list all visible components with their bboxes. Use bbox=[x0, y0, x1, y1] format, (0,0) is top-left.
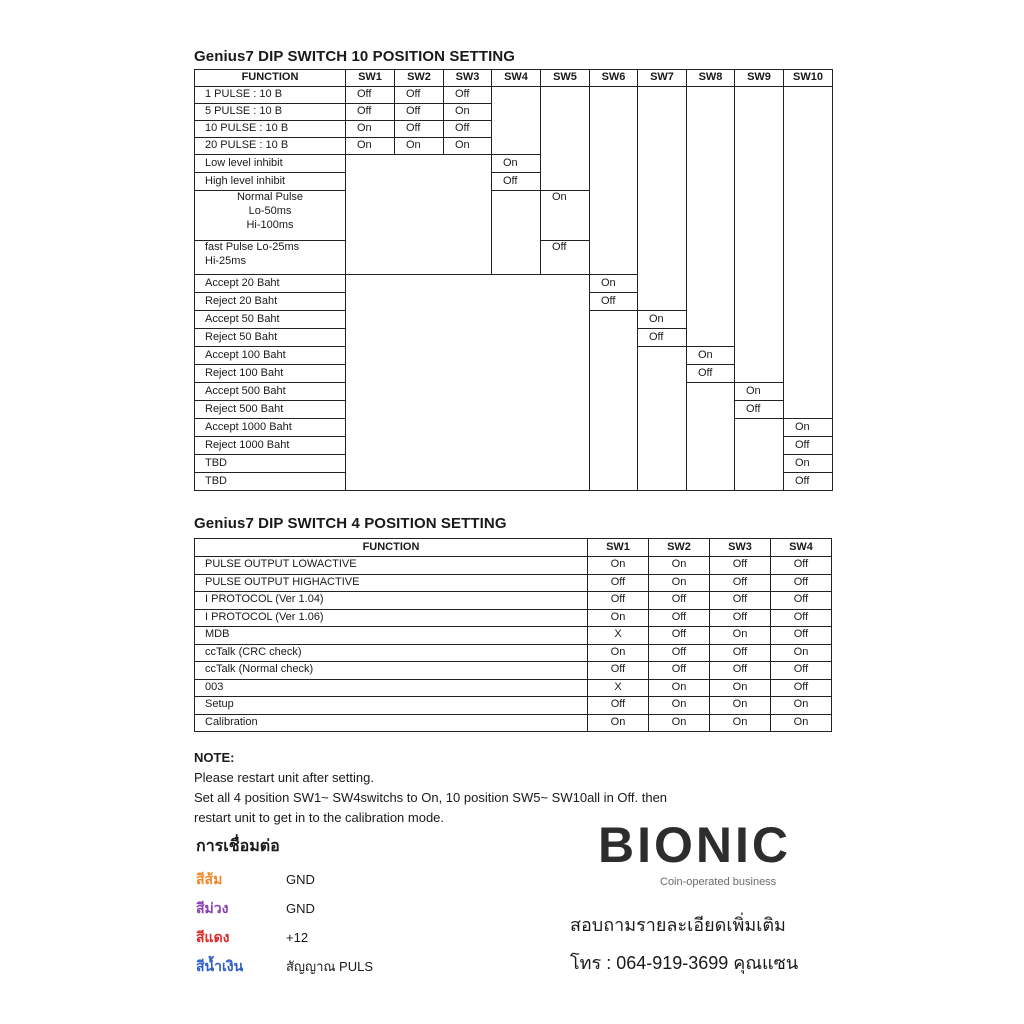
row-sw1: X bbox=[588, 627, 649, 645]
row-sw5: Off bbox=[541, 241, 590, 275]
row-sw4: Off bbox=[771, 592, 832, 610]
row-sw9: On bbox=[735, 383, 784, 401]
row-function: Reject 500 Baht bbox=[195, 401, 346, 419]
header-sw4: SW4 bbox=[492, 70, 541, 87]
row-sw4: Off bbox=[771, 679, 832, 697]
row-sw8: Off bbox=[687, 365, 735, 383]
row-sw10: On bbox=[784, 419, 833, 437]
table-row bbox=[195, 627, 832, 645]
row-sw10: Off bbox=[784, 473, 833, 491]
row-sw4: On bbox=[771, 644, 832, 662]
wiring-title: การเชื่อมต่อ bbox=[196, 838, 280, 855]
table-row bbox=[195, 592, 832, 610]
table-row bbox=[195, 679, 832, 697]
bionic-logo bbox=[598, 817, 791, 892]
row-sw1: On bbox=[346, 121, 395, 138]
header-sw3: SW3 bbox=[444, 70, 492, 87]
row-function: 5 PULSE : 10 B bbox=[195, 104, 346, 121]
row-function: High level inhibit bbox=[195, 173, 346, 191]
dip-switch-10-table bbox=[194, 69, 833, 491]
header-sw1: SW1 bbox=[346, 70, 395, 87]
table-row bbox=[195, 697, 832, 715]
row-sw4: Off bbox=[771, 662, 832, 680]
table-row bbox=[195, 87, 833, 104]
row-sw3: On bbox=[710, 627, 771, 645]
row-sw3: Off bbox=[710, 592, 771, 610]
wire-row bbox=[196, 923, 373, 952]
row-sw4: On bbox=[492, 155, 541, 173]
row-sw4: Off bbox=[771, 574, 832, 592]
header-sw3: SW3 bbox=[710, 539, 771, 557]
blank-cell bbox=[687, 87, 735, 347]
row-function: ccTalk (CRC check) bbox=[195, 644, 588, 662]
row-sw2: On bbox=[649, 697, 710, 715]
row-sw3: Off bbox=[710, 574, 771, 592]
row-function: Accept 50 Baht bbox=[195, 311, 346, 329]
row-sw6: Off bbox=[590, 293, 638, 311]
row-sw1: On bbox=[588, 714, 649, 732]
row-sw3: On bbox=[710, 714, 771, 732]
header-sw10: SW10 bbox=[784, 70, 833, 87]
wire-color-label: สีส้ม bbox=[196, 870, 223, 887]
row-sw3: On bbox=[444, 138, 492, 155]
table4-title: Genius7 DIP SWITCH 4 POSITION SETTING bbox=[194, 515, 507, 532]
row-sw1: X bbox=[588, 679, 649, 697]
row-function: PULSE OUTPUT HIGHACTIVE bbox=[195, 574, 588, 592]
row-function: Reject 50 Baht bbox=[195, 329, 346, 347]
blank-cell bbox=[346, 275, 590, 491]
header-sw1: SW1 bbox=[588, 539, 649, 557]
row-sw3: On bbox=[710, 697, 771, 715]
row-sw2: On bbox=[649, 557, 710, 575]
row-sw3: Off bbox=[710, 557, 771, 575]
blank-cell bbox=[687, 383, 735, 491]
row-function: Setup bbox=[195, 697, 588, 715]
row-sw4: Off bbox=[771, 627, 832, 645]
blank-cell bbox=[492, 87, 541, 155]
row-sw8: On bbox=[687, 347, 735, 365]
row-function: TBD bbox=[195, 473, 346, 491]
blank-cell bbox=[784, 87, 833, 419]
header-sw6: SW6 bbox=[590, 70, 638, 87]
row-function: I PROTOCOL (Ver 1.06) bbox=[195, 609, 588, 627]
row-function: TBD bbox=[195, 455, 346, 473]
row-function: ccTalk (Normal check) bbox=[195, 662, 588, 680]
row-sw4: Off bbox=[771, 609, 832, 627]
wire-row bbox=[196, 865, 373, 894]
wire-color-label: สีม่วง bbox=[196, 899, 229, 916]
wire-row bbox=[196, 952, 373, 981]
row-sw4: On bbox=[771, 697, 832, 715]
row-function: Reject 100 Baht bbox=[195, 365, 346, 383]
row-sw4: Off bbox=[771, 557, 832, 575]
row-sw1: Off bbox=[346, 104, 395, 121]
row-function: 10 PULSE : 10 B bbox=[195, 121, 346, 138]
table-row bbox=[195, 557, 832, 575]
dip-switch-4-table bbox=[194, 538, 832, 732]
row-function: fast Pulse Lo-25ms Hi-25ms bbox=[195, 241, 346, 275]
row-sw2: On bbox=[649, 714, 710, 732]
header-sw8: SW8 bbox=[687, 70, 735, 87]
table-row bbox=[195, 644, 832, 662]
row-sw3: Off bbox=[710, 609, 771, 627]
row-function: Accept 20 Baht bbox=[195, 275, 346, 293]
row-sw10: On bbox=[784, 455, 833, 473]
row-sw1: Off bbox=[588, 574, 649, 592]
row-sw2: Off bbox=[395, 87, 444, 104]
blank-cell bbox=[590, 311, 638, 491]
row-function: Calibration bbox=[195, 714, 588, 732]
blank-cell bbox=[638, 87, 687, 311]
row-sw1: On bbox=[588, 609, 649, 627]
row-sw2: Off bbox=[649, 644, 710, 662]
row-sw2: Off bbox=[649, 592, 710, 610]
row-function: Reject 20 Baht bbox=[195, 293, 346, 311]
row-sw3: On bbox=[444, 104, 492, 121]
table10-title: Genius7 DIP SWITCH 10 POSITION SETTING bbox=[194, 48, 516, 65]
row-function: PULSE OUTPUT LOWACTIVE bbox=[195, 557, 588, 575]
table-row bbox=[195, 714, 832, 732]
header-function: FUNCTION bbox=[195, 70, 346, 87]
row-sw3: On bbox=[710, 679, 771, 697]
row-sw2: Off bbox=[395, 104, 444, 121]
row-function: Reject 1000 Baht bbox=[195, 437, 346, 455]
wiring-block bbox=[196, 834, 373, 981]
contact-line: สอบถามรายละเอียดเพิ่มเติม bbox=[570, 915, 786, 935]
contact-block bbox=[570, 906, 798, 982]
row-function: Normal Pulse Lo-50ms Hi-100ms bbox=[195, 191, 346, 241]
header-sw4: SW4 bbox=[771, 539, 832, 557]
table-row bbox=[195, 574, 832, 592]
table-row bbox=[195, 662, 832, 680]
row-function: MDB bbox=[195, 627, 588, 645]
blank-cell bbox=[735, 419, 784, 491]
row-sw4: On bbox=[771, 714, 832, 732]
row-sw3: Off bbox=[444, 121, 492, 138]
wire-value: GND bbox=[286, 872, 315, 887]
row-sw4: Off bbox=[492, 173, 541, 191]
row-sw7: Off bbox=[638, 329, 687, 347]
row-function: 20 PULSE : 10 B bbox=[195, 138, 346, 155]
row-sw10: Off bbox=[784, 437, 833, 455]
header-function: FUNCTION bbox=[195, 539, 588, 557]
row-function: Accept 1000 Baht bbox=[195, 419, 346, 437]
note-line: Set all 4 position SW1~ SW4switchs to On, 10 position SW5~ SW10all in Off. then bbox=[194, 790, 668, 805]
wire-color-label: สีแดง bbox=[196, 928, 230, 945]
header-sw2: SW2 bbox=[395, 70, 444, 87]
logo-tagline: Coin-operated business bbox=[660, 876, 777, 888]
header-sw7: SW7 bbox=[638, 70, 687, 87]
row-sw7: On bbox=[638, 311, 687, 329]
row-sw1: Off bbox=[588, 697, 649, 715]
row-function: Accept 500 Baht bbox=[195, 383, 346, 401]
blank-cell bbox=[638, 347, 687, 491]
row-sw3: Off bbox=[710, 644, 771, 662]
row-sw2: On bbox=[395, 138, 444, 155]
logo-name: BIONIC bbox=[598, 817, 791, 873]
row-function: Low level inhibit bbox=[195, 155, 346, 173]
row-function: I PROTOCOL (Ver 1.04) bbox=[195, 592, 588, 610]
row-sw6: On bbox=[590, 275, 638, 293]
row-sw1: Off bbox=[588, 662, 649, 680]
row-sw2: On bbox=[649, 679, 710, 697]
row-function: 003 bbox=[195, 679, 588, 697]
row-sw2: On bbox=[649, 574, 710, 592]
blank-cell bbox=[735, 87, 784, 383]
row-sw1: On bbox=[346, 138, 395, 155]
header-sw2: SW2 bbox=[649, 539, 710, 557]
note-line: Please restart unit after setting. bbox=[194, 770, 374, 785]
blank-cell bbox=[541, 87, 590, 191]
table4-body bbox=[195, 557, 832, 732]
row-sw2: Off bbox=[649, 627, 710, 645]
row-sw3: Off bbox=[444, 87, 492, 104]
row-sw2: Off bbox=[649, 609, 710, 627]
row-sw9: Off bbox=[735, 401, 784, 419]
wire-value: +12 bbox=[286, 930, 309, 945]
row-sw3: Off bbox=[710, 662, 771, 680]
wire-row bbox=[196, 894, 373, 923]
row-sw1: On bbox=[588, 644, 649, 662]
row-sw2: Off bbox=[395, 121, 444, 138]
row-sw1: Off bbox=[346, 87, 395, 104]
header-sw5: SW5 bbox=[541, 70, 590, 87]
table-row bbox=[195, 609, 832, 627]
wire-value: GND bbox=[286, 901, 315, 916]
wire-value: สัญญาณ PULS bbox=[286, 959, 374, 974]
row-sw1: On bbox=[588, 557, 649, 575]
note-line: restart unit to get in to the calibration mode. bbox=[194, 810, 445, 825]
header-sw9: SW9 bbox=[735, 70, 784, 87]
blank-cell bbox=[346, 155, 492, 275]
row-sw1: Off bbox=[588, 592, 649, 610]
note-title: NOTE: bbox=[194, 750, 235, 765]
row-sw2: Off bbox=[649, 662, 710, 680]
note-block bbox=[194, 748, 814, 828]
row-function: 1 PULSE : 10 B bbox=[195, 87, 346, 104]
blank-cell bbox=[590, 87, 638, 275]
blank-cell bbox=[492, 191, 541, 275]
row-sw5: On bbox=[541, 191, 590, 241]
wire-color-label: สีน้ำเงิน bbox=[196, 957, 244, 974]
contact-phone: โทร : 064-919-3699 คุณแซน bbox=[570, 953, 799, 973]
row-function: Accept 100 Baht bbox=[195, 347, 346, 365]
